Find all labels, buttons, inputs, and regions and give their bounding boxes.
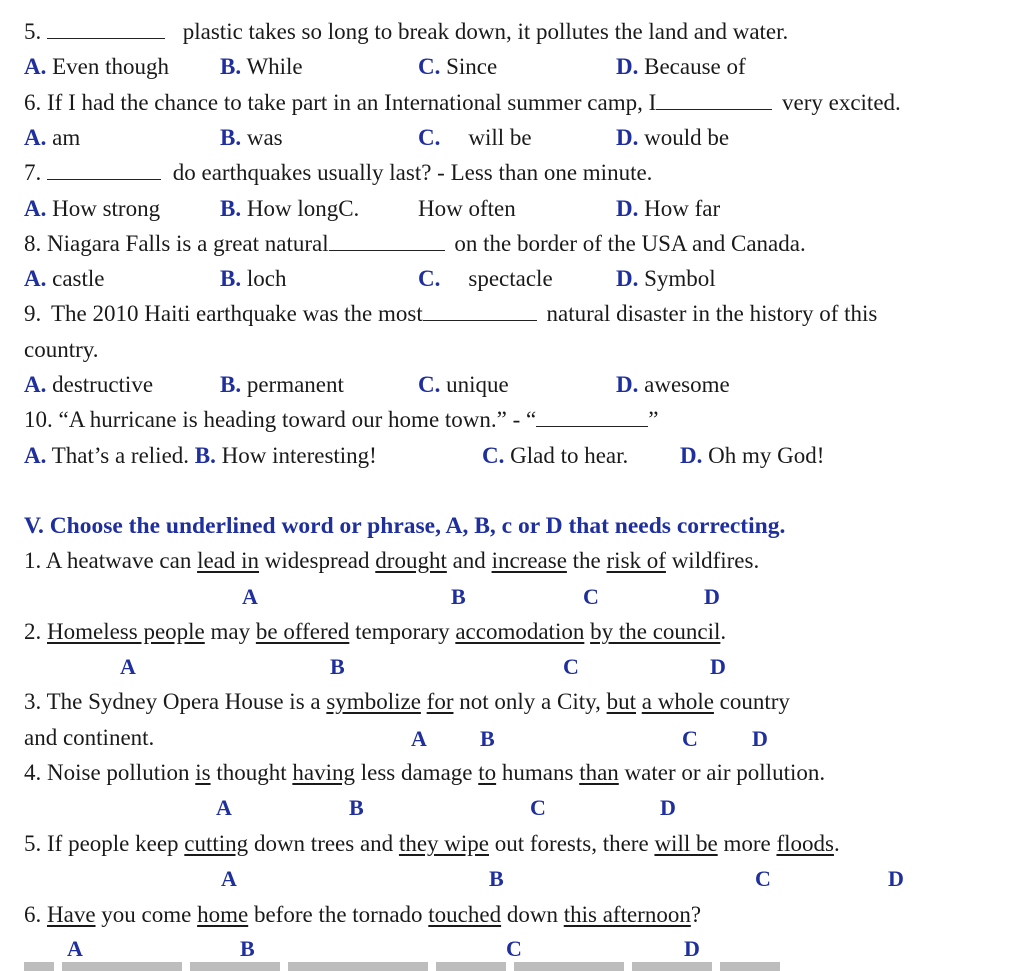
error-question-4: 4. Noise pollution is thought having less damage to humans than water or air pollution. bbox=[24, 760, 826, 785]
question-7-option-c[interactable]: How often bbox=[418, 196, 516, 221]
error-question-6: 6. Have you come home before the tornado touched down this afternoon? bbox=[24, 902, 702, 927]
mark-a: A bbox=[67, 936, 83, 961]
underlined-option-a[interactable]: lead in bbox=[197, 548, 260, 573]
underlined-option-b[interactable]: having bbox=[292, 760, 355, 785]
question-9-stem: 9. The 2010 Haiti earthquake was the most natural disaster in the history of this bbox=[24, 301, 878, 326]
mark-d: D bbox=[660, 795, 676, 820]
error-question-2: 2. Homeless people may be offered temporary accomodation by the council. bbox=[24, 619, 727, 644]
question-6-option-a[interactable]: A. am bbox=[24, 125, 81, 150]
question-9-option-b[interactable]: B. permanent bbox=[220, 372, 344, 397]
mark-d: D bbox=[752, 726, 768, 751]
question-10-option-ab[interactable]: A. That’s a relied. B. How interesting! bbox=[24, 443, 377, 468]
mark-c: C bbox=[682, 726, 698, 751]
mark-b: B bbox=[349, 795, 364, 820]
question-7-option-b[interactable]: B. How longC. bbox=[220, 196, 360, 221]
question-10-option-d[interactable]: D. Oh my God! bbox=[680, 443, 825, 468]
question-5-stem: 5. plastic takes so long to break down, it pollutes the land and water. bbox=[24, 19, 789, 44]
question-9-stem-continued: country. bbox=[24, 337, 99, 362]
mark-a: A bbox=[411, 726, 427, 751]
answer-blank[interactable] bbox=[423, 300, 537, 321]
mark-a: A bbox=[221, 866, 237, 891]
underlined-option-d[interactable]: risk of bbox=[606, 548, 666, 573]
underlined-option-d[interactable]: floods bbox=[776, 831, 834, 856]
underlined-option-a[interactable]: Homeless people bbox=[47, 619, 205, 644]
mark-b: B bbox=[480, 726, 495, 751]
question-6-stem: 6. If I had the chance to take part in an International summer camp, I very excited. bbox=[24, 90, 901, 115]
underlined-option-a[interactable]: Have bbox=[47, 902, 96, 927]
question-8-option-b[interactable]: B. loch bbox=[220, 266, 287, 291]
underlined-option-b[interactable]: drought bbox=[375, 548, 447, 573]
mark-b: B bbox=[330, 654, 345, 679]
underlined-option-c[interactable]: touched bbox=[428, 902, 502, 927]
underlined-option-c[interactable]: increase bbox=[491, 548, 567, 573]
mark-b: B bbox=[240, 936, 255, 961]
answer-blank[interactable] bbox=[536, 406, 648, 427]
question-9-option-a[interactable]: A. destructive bbox=[24, 372, 154, 397]
question-6-option-b[interactable]: B. was bbox=[220, 125, 283, 150]
error-question-3: 3. The Sydney Opera House is a symbolize for not only a City, but a whole country bbox=[24, 689, 790, 714]
answer-blank[interactable] bbox=[47, 18, 165, 39]
question-5-option-b[interactable]: B. While bbox=[220, 54, 303, 79]
mark-c: C bbox=[755, 866, 771, 891]
answer-blank[interactable] bbox=[329, 230, 445, 251]
mark-c: C bbox=[530, 795, 546, 820]
underlined-option-b[interactable]: for bbox=[426, 689, 454, 714]
error-question-3-continued: and continent. bbox=[24, 725, 155, 750]
underlined-option-d[interactable]: a whole bbox=[641, 689, 714, 714]
mark-d: D bbox=[704, 584, 720, 609]
question-8-option-a[interactable]: A. castle bbox=[24, 266, 105, 291]
mark-d: D bbox=[710, 654, 726, 679]
mark-d: D bbox=[888, 866, 904, 891]
question-10-stem: 10. “A hurricane is heading toward our home town.” - “ ” bbox=[24, 407, 659, 432]
mark-d: D bbox=[684, 936, 700, 961]
question-9-option-c[interactable]: C. unique bbox=[418, 372, 509, 397]
cropped-text-line bbox=[0, 962, 1024, 971]
question-6-option-c[interactable]: C. will be bbox=[418, 125, 532, 150]
question-5-option-c[interactable]: C. Since bbox=[418, 54, 498, 79]
question-8-stem: 8. Niagara Falls is a great natural on the border of the USA and Canada. bbox=[24, 231, 806, 256]
underlined-option-c[interactable]: but bbox=[606, 689, 636, 714]
underlined-option-c[interactable]: to bbox=[478, 760, 497, 785]
question-5-option-d[interactable]: D. Because of bbox=[616, 54, 746, 79]
underlined-option-a[interactable]: cutting bbox=[184, 831, 249, 856]
error-question-1: 1. A heatwave can lead in widespread drought and increase the risk of wildfires. bbox=[24, 548, 760, 573]
question-10-option-c[interactable]: C. Glad to hear. bbox=[482, 443, 629, 468]
mark-b: B bbox=[451, 584, 466, 609]
question-8-option-d[interactable]: D. Symbol bbox=[616, 266, 716, 291]
underlined-option-a[interactable]: is bbox=[195, 760, 211, 785]
question-9-option-d[interactable]: D. awesome bbox=[616, 372, 730, 397]
mark-c: C bbox=[506, 936, 522, 961]
question-8-option-c[interactable]: C. spectacle bbox=[418, 266, 553, 291]
question-7-option-a[interactable]: A. How strong bbox=[24, 196, 161, 221]
underlined-option-c[interactable]: will be bbox=[654, 831, 718, 856]
mark-a: A bbox=[242, 584, 258, 609]
underlined-option-c[interactable]: accomodation bbox=[455, 619, 585, 644]
answer-blank[interactable] bbox=[656, 89, 772, 110]
question-7-option-d[interactable]: D. How far bbox=[616, 196, 721, 221]
underlined-option-a[interactable]: symbolize bbox=[326, 689, 421, 714]
question-7-stem: 7. do earthquakes usually last? - Less than one minute. bbox=[24, 160, 653, 185]
underlined-option-d[interactable]: this afternoon bbox=[563, 902, 691, 927]
error-question-5: 5. If people keep cutting down trees and they wipe out forests, there will be more floods. bbox=[24, 831, 840, 856]
mark-c: C bbox=[583, 584, 599, 609]
underlined-option-d[interactable]: than bbox=[579, 760, 619, 785]
question-6-option-d[interactable]: D. would be bbox=[616, 125, 730, 150]
underlined-option-b[interactable]: home bbox=[197, 902, 249, 927]
mark-b: B bbox=[489, 866, 504, 891]
mark-a: A bbox=[216, 795, 232, 820]
section-v-title: V. Choose the underlined word or phrase, A, B, c or D that needs correcting. bbox=[24, 513, 786, 539]
underlined-option-b[interactable]: be offered bbox=[255, 619, 350, 644]
underlined-option-d[interactable]: by the council bbox=[590, 619, 721, 644]
answer-blank[interactable] bbox=[47, 159, 161, 180]
underlined-option-b[interactable]: they wipe bbox=[398, 831, 489, 856]
mark-c: C bbox=[563, 654, 579, 679]
mark-a: A bbox=[120, 654, 136, 679]
question-5-option-a[interactable]: A. Even though bbox=[24, 54, 170, 79]
